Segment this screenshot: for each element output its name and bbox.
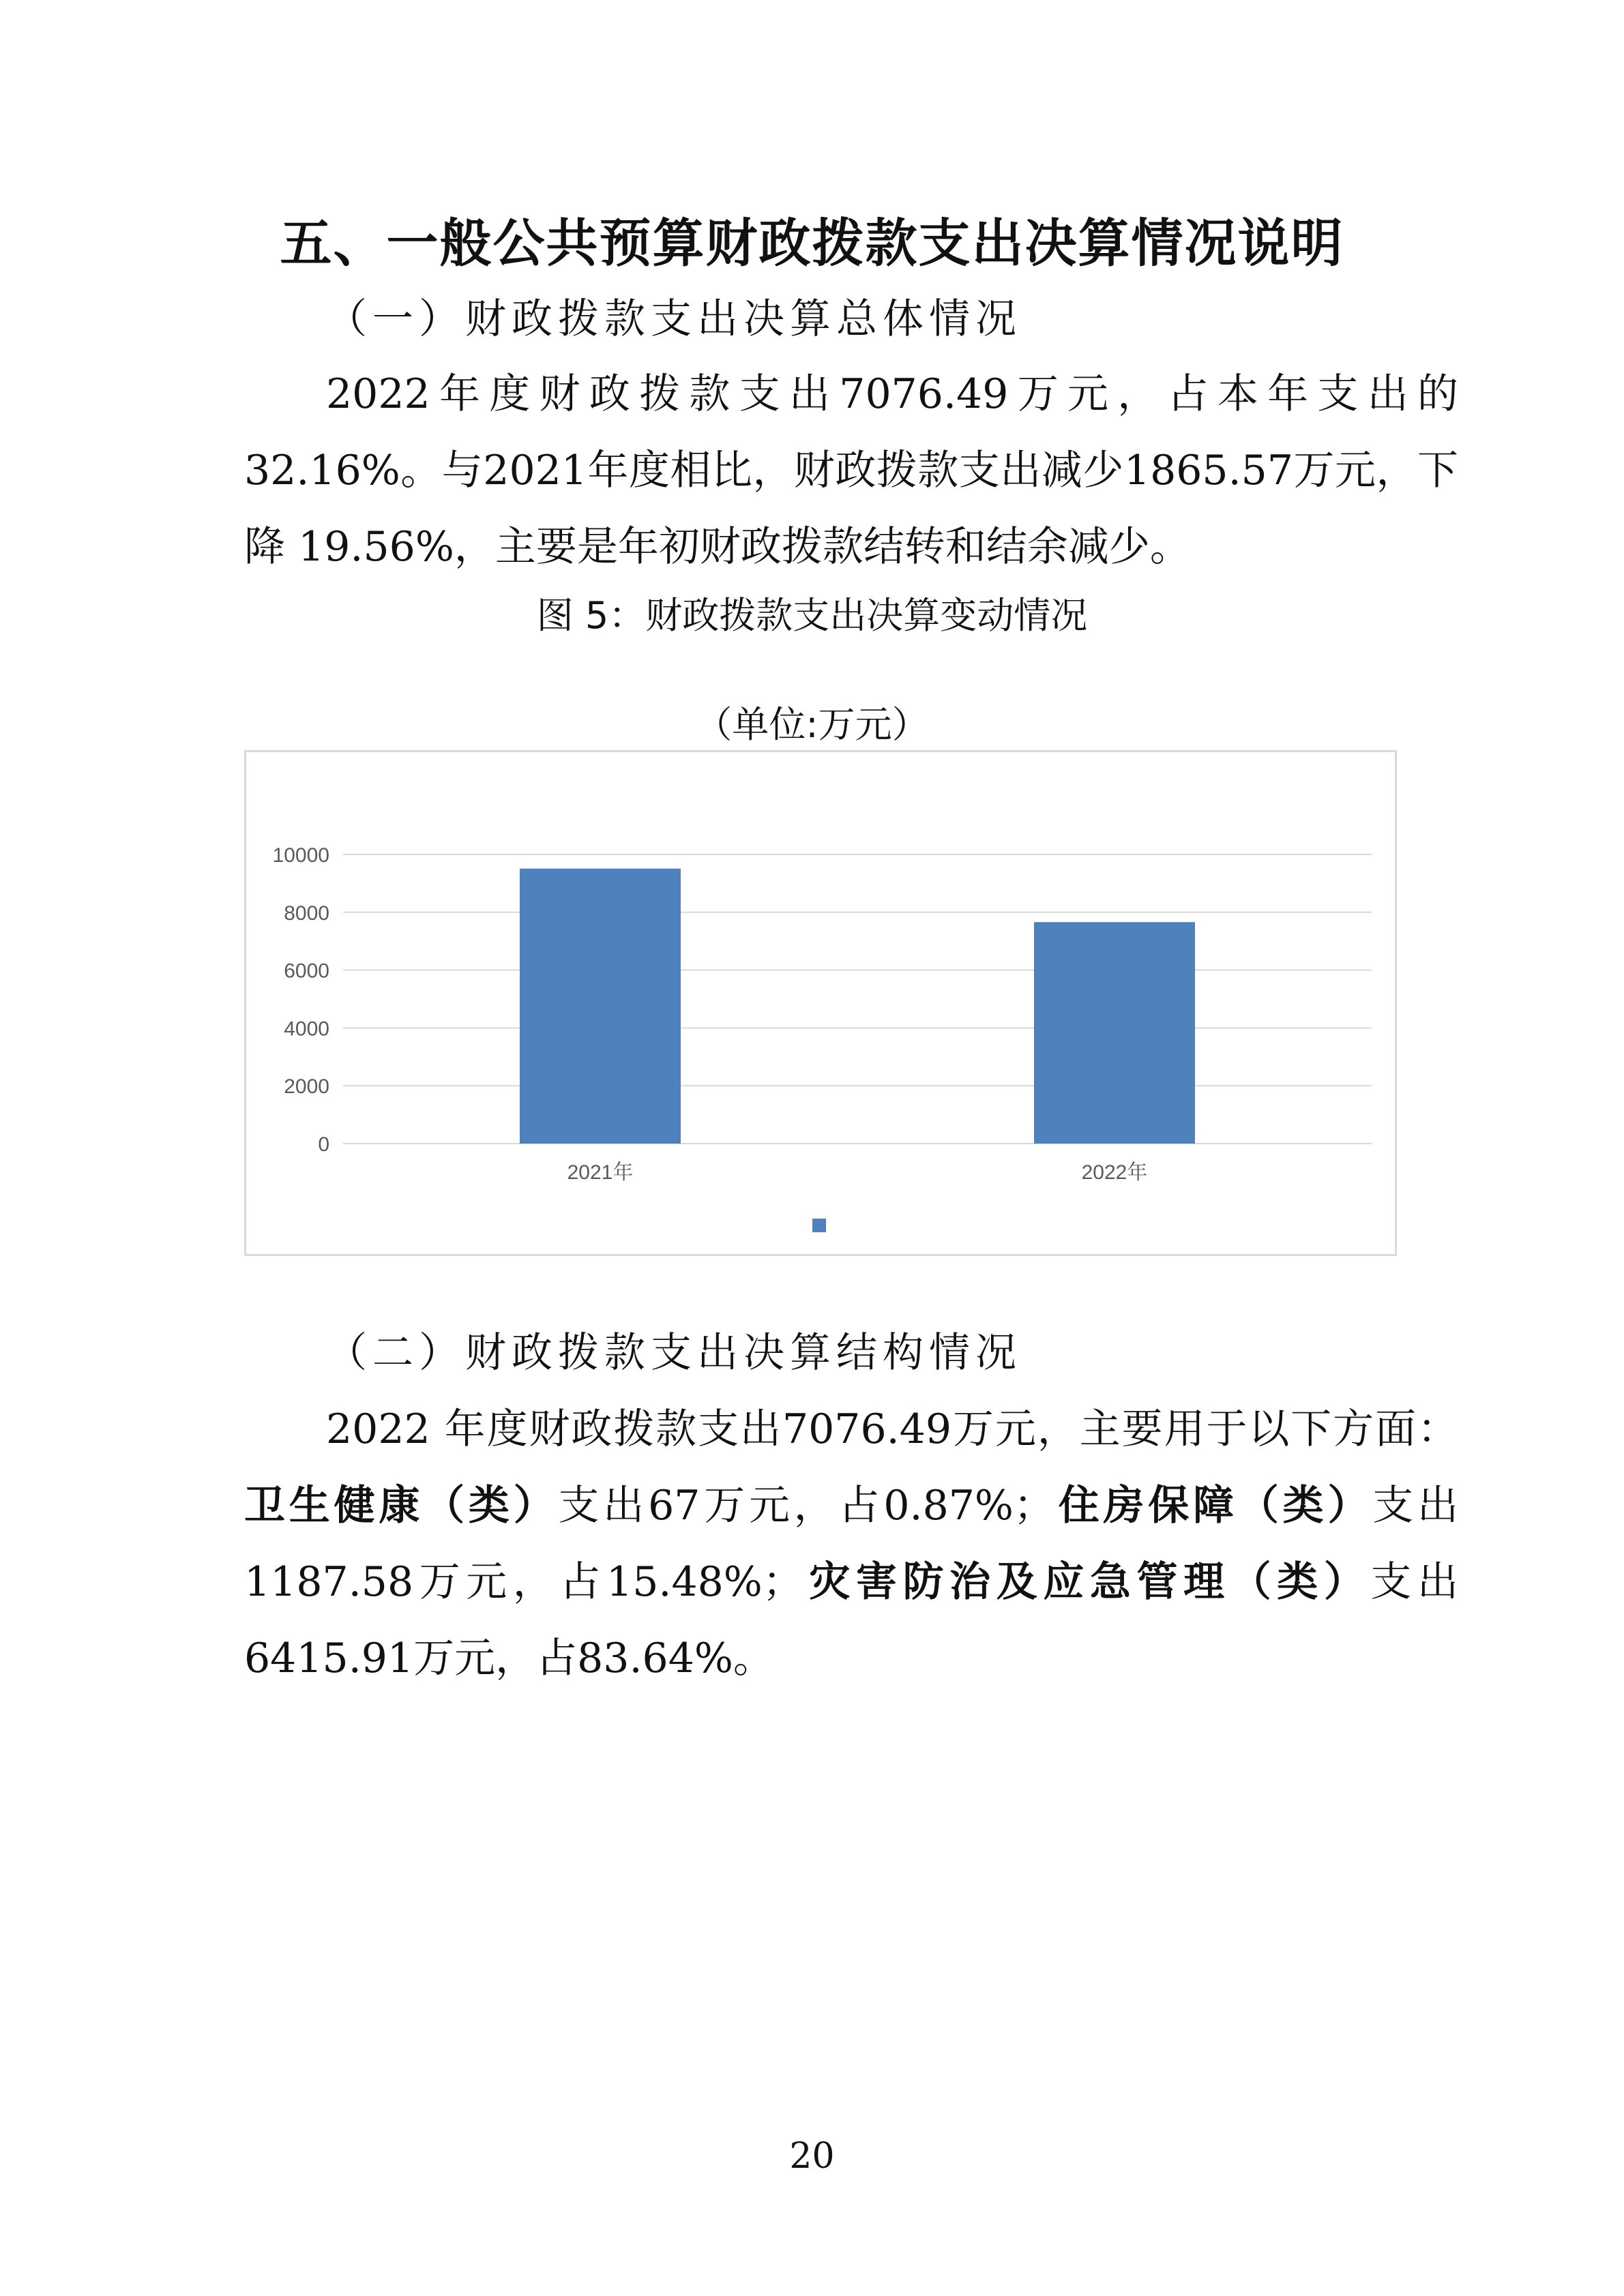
bar (520, 869, 681, 1144)
figure-unit: （单位:万元） (695, 703, 929, 746)
bar-chart (244, 750, 1397, 1256)
subsection-2-paragraph (244, 1391, 1458, 1697)
subsection-1-paragraph (244, 356, 1499, 585)
category-disaster-text: 支出6415.91万元，占83.64%。 (244, 1558, 1459, 1682)
legend-swatch (812, 1219, 826, 1232)
subsection-2-title: （二）财政拨款支出决算结构情况 (326, 1329, 1022, 1377)
page-number: 20 (789, 2136, 835, 2177)
x-tick-label: 2022年 (1081, 1161, 1148, 1184)
paragraph-text: 2022年度财政拨款支出7076.49万元，占本年支出的 32.16%。与2021年度相比，财政拨款支出减少1865.57万元，下降 19.56%，主要是年初财政拨款结转和结余减少。 (244, 370, 1499, 571)
chart-svg (246, 752, 1399, 1258)
figure-title: 图 5：财政拨款支出决算变动情况 (536, 594, 1088, 637)
y-tick-label: 10000 (272, 844, 329, 867)
subsection-1-title: （一）财政拨款支出决算总体情况 (326, 295, 1022, 343)
paragraph-text (244, 1391, 1458, 1697)
category-housing: 住房保障（类） (1054, 1482, 1373, 1530)
bar (1034, 922, 1195, 1144)
section-heading: 五、一般公共预算财政拨款支出决算情况说明 (280, 213, 1344, 273)
y-tick-label: 2000 (284, 1075, 329, 1099)
intro-text: 2022 年度财政拨款支出7076.49万元，主要用于以下方面： (326, 1405, 1458, 1453)
y-tick-label: 4000 (284, 1017, 329, 1041)
category-disaster: 灾害防治及应急管理（类） (803, 1558, 1371, 1606)
y-tick-label: 6000 (284, 959, 329, 983)
y-tick-label: 0 (318, 1133, 329, 1156)
x-tick-label: 2021年 (567, 1161, 634, 1184)
y-tick-label: 8000 (284, 901, 329, 925)
category-housing-text: 支出1187.58万元，占15.48%； (244, 1482, 1459, 1606)
category-health-text: 支出67万元，占0.87%； (558, 1482, 1054, 1530)
category-health: 卫生健康（类） (244, 1482, 559, 1530)
